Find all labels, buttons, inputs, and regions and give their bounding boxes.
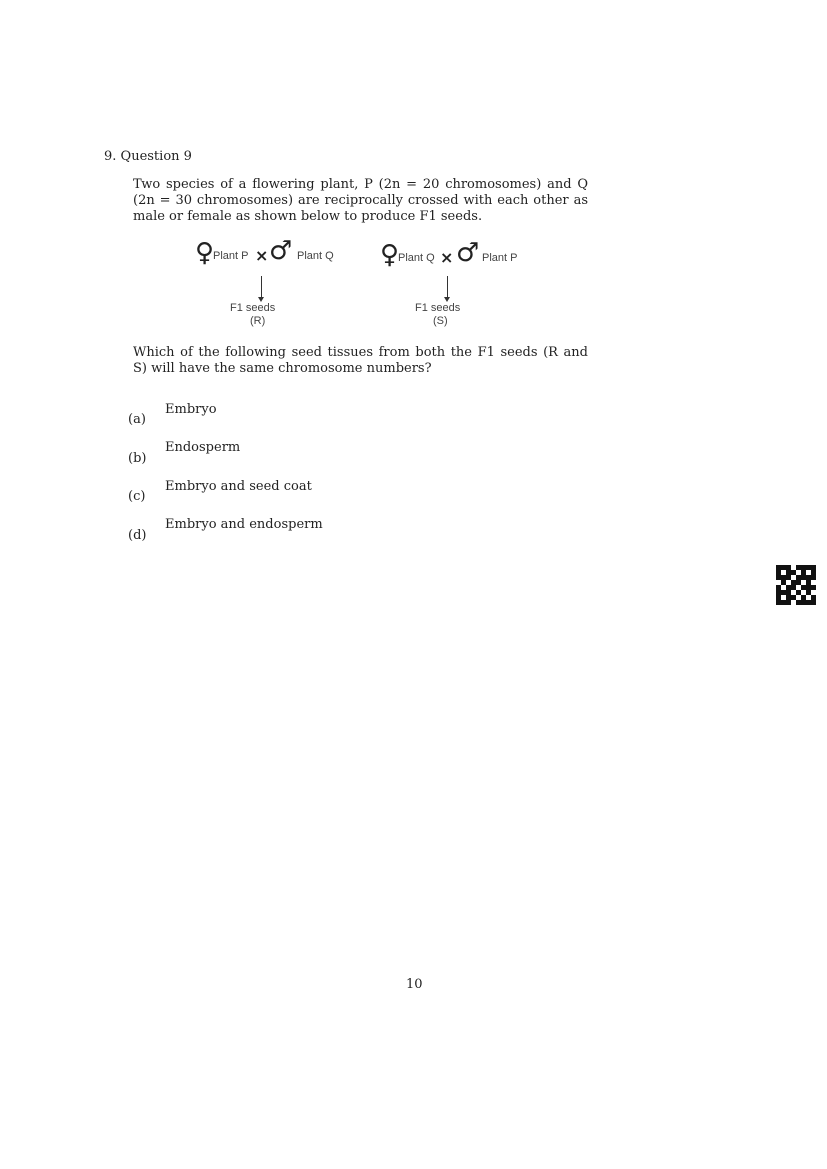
cross-icon: × [440,248,454,267]
result-label: F1 seeds [230,302,276,314]
qr-code-icon [776,565,816,605]
page-number: 10 [406,977,423,992]
option-b-text: Endosperm [165,440,241,455]
arrow-down-icon [261,276,262,298]
option-b-label: (b) [128,451,147,466]
cross-diagram-r [195,236,355,330]
result-label: F1 seeds [415,302,461,314]
option-c-text: Embryo and seed coat [165,479,312,494]
male-symbol-icon: ♂ [269,236,293,266]
question-prompt: Which of the following seed tissues from both the F1 seeds (R and S) will have the same chromosome numbers? [133,345,588,376]
option-d-text: Embryo and endosperm [165,517,323,532]
option-d-label: (d) [128,528,147,543]
male-symbol-icon: ♂ [456,238,480,268]
male-plant-label: Plant Q [297,250,334,262]
question-heading: 9. Question 9 [104,149,192,164]
female-symbol-icon: ♀ [195,238,215,268]
female-plant-label: Plant Q [398,252,435,264]
result-id: (S) [433,315,448,327]
female-plant-label: Plant P [213,250,249,262]
arrow-down-icon [447,276,448,298]
option-a-label: (a) [128,412,146,427]
cross-icon: × [255,246,269,265]
option-a-text: Embryo [165,402,217,417]
female-symbol-icon: ♀ [380,240,400,270]
question-stem: Two species of a flowering plant, P (2n = 20 chromosomes) and Q (2n = 30 chromosomes) are reciprocally crossed with each other as male or female as shown below to produce F1 seeds. [133,177,588,224]
cross-diagram-s [380,238,540,332]
option-c-label: (c) [128,489,146,504]
result-id: (R) [250,315,266,327]
male-plant-label: Plant P [482,252,518,264]
